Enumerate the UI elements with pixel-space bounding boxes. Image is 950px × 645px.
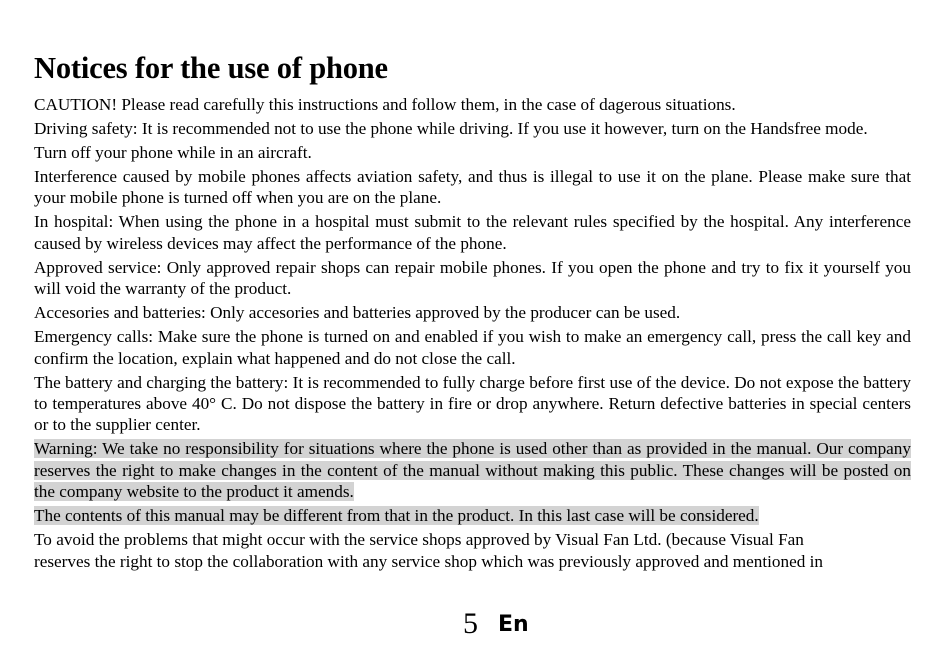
- service-shops-line-1: To avoid the problems that might occur with the service shops approved by Visual Fan Ltd. (because Visual Fan: [34, 530, 804, 550]
- service-shops-paragraph: [34, 529, 911, 572]
- contents-differ-paragraph: [34, 505, 911, 526]
- page-number: 5: [463, 607, 478, 640]
- page-footer: [0, 605, 950, 645]
- warning-highlight: Warning: We take no responsibility for situations where the phone is used other than as provided in the manual. Our company reserves the right to make changes in the content of the manual without making this public. These changes will be posted on the company website to the product it amends.: [34, 439, 911, 502]
- hospital-paragraph: In hospital: When using the phone in a hospital must submit to the relevant rules specified by the hospital. Any interference caused by wireless devices may affect the performance of the phone.: [34, 212, 911, 253]
- approved-service-paragraph: Approved service: Only approved repair shops can repair mobile phones. If you open the phone and try to fix it yourself you will void the warranty of the product.: [34, 257, 911, 299]
- warning-paragraph: [34, 438, 911, 502]
- page-title: Notices for the use of phone: [34, 51, 388, 85]
- caution-paragraph: CAUTION! Please read carefully this instructions and follow them, in the case of dagerous situations.: [34, 95, 736, 114]
- interference-paragraph: Interference caused by mobile phones affects aviation safety, and thus is illegal to use it on the plane. Please make sure that your mobile phone is turned off when you are on the plane.: [34, 167, 911, 208]
- language-label: En: [498, 612, 529, 637]
- aircraft-paragraph: Turn off your phone while in an aircraft.: [34, 143, 312, 162]
- notices-body: [34, 94, 911, 572]
- battery-paragraph: The battery and charging the battery: It is recommended to fully charge before first use of the device. Do not expose the battery to temperatures above 40° C. Do not dispose the battery in fire or drop anywhere. Return defective batteries in special centers or to the supplier center.: [34, 372, 911, 435]
- accessories-paragraph: Accesories and batteries: Only accesories and batteries approved by the producer can be used.: [34, 303, 681, 323]
- service-shops-line-2: reserves the right to stop the collaboration with any service shop which was previously approved and mentioned in: [34, 551, 823, 571]
- driving-safety-paragraph: Driving safety: It is recommended not to use the phone while driving. If you use it however, turn on the Handsfree mode.: [34, 119, 868, 138]
- emergency-calls-paragraph: Emergency calls: Make sure the phone is turned on and enabled if you wish to make an emergency call, press the call key and confirm the location, explain what happened and do not close the call.: [34, 327, 911, 368]
- contents-differ-highlight: The contents of this manual may be different from that in the product. In this last case will be considered.: [34, 506, 759, 526]
